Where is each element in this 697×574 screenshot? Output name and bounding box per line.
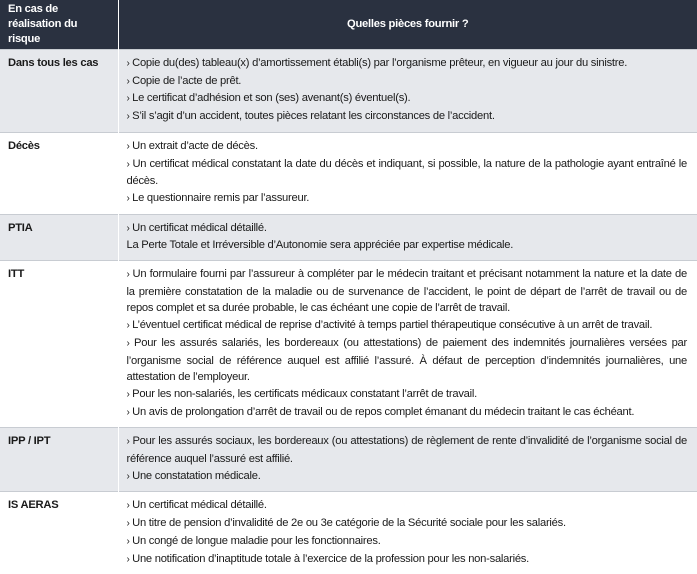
risk-case-label: IPP / IPT bbox=[0, 428, 118, 492]
required-documents-cell bbox=[118, 214, 697, 260]
required-documents-cell bbox=[118, 261, 697, 428]
document-text: Un formulaire fourni par l’assureur à compléter par le médecin traitant et précisant notamment la nature et la date de la première constatation de la maladie ou de survenance de l’accident, le point de départ de l’arrêt de travail ou de repos complet et sa durée probable, le cas échéant une copie de l’arrêt de travail. bbox=[127, 268, 688, 314]
chevron-right-icon: › bbox=[127, 193, 133, 204]
document-text: Un titre de pension d’invalidité de 2e ou 3e catégorie de la Sécurité sociale pour les salariés. bbox=[132, 517, 566, 529]
chevron-right-icon: › bbox=[127, 518, 133, 529]
document-text: Pour les non-salariés, les certificats médicaux constatant l’arrêt de travail. bbox=[132, 388, 477, 400]
document-text: L’éventuel certificat médical de reprise d’activité à temps partiel thérapeutique consécutive à un arrêt de travail. bbox=[132, 319, 652, 331]
required-documents-cell bbox=[118, 50, 697, 133]
document-text: Un certificat médical constatant la date du décès et indiquant, si possible, la nature de la pathologie ayant entraîné le décès. bbox=[127, 158, 688, 188]
table-row bbox=[0, 492, 697, 574]
document-list-item bbox=[127, 468, 688, 486]
table-header-row bbox=[0, 0, 697, 50]
row-note: La Perte Totale et Irréversible d’Autonomie sera appréciée par expertise médicale. bbox=[127, 237, 688, 254]
document-text: Une notification d’inaptitude totale à l’exercice de la profession pour les non-salariés. bbox=[132, 553, 529, 565]
risk-case-label: PTIA bbox=[0, 214, 118, 260]
document-list-item bbox=[127, 266, 688, 317]
chevron-right-icon: › bbox=[127, 471, 133, 482]
document-list-item bbox=[127, 108, 688, 126]
document-list-item bbox=[127, 138, 688, 156]
document-text: Un extrait d’acte de décès. bbox=[132, 140, 258, 152]
table-body bbox=[0, 50, 697, 574]
document-list-item bbox=[127, 156, 688, 190]
document-list-item bbox=[127, 404, 688, 422]
document-list-item bbox=[127, 90, 688, 108]
document-list-item bbox=[127, 497, 688, 515]
chevron-right-icon: › bbox=[127, 141, 133, 152]
document-list-item bbox=[127, 317, 688, 335]
document-text: Pour les assurés sociaux, les bordereaux (ou attestations) de règlement de rente d’invalidité de l’organisme social de référence auquel l’assuré est affilié. bbox=[127, 435, 688, 465]
document-list-item bbox=[127, 190, 688, 208]
chevron-right-icon: › bbox=[127, 93, 133, 104]
document-list-item bbox=[127, 515, 688, 533]
table-row bbox=[0, 50, 697, 133]
chevron-right-icon: › bbox=[127, 223, 133, 234]
header-pieces: Quelles pièces fournir ? bbox=[118, 0, 697, 50]
chevron-right-icon: › bbox=[127, 436, 133, 447]
risk-case-label: ITT bbox=[0, 261, 118, 428]
document-list-item bbox=[127, 386, 688, 404]
document-list-item bbox=[127, 55, 688, 73]
chevron-right-icon: › bbox=[127, 111, 133, 122]
required-documents-cell bbox=[118, 492, 697, 574]
chevron-right-icon: › bbox=[127, 269, 133, 280]
chevron-right-icon: › bbox=[127, 58, 133, 69]
table-row bbox=[0, 132, 697, 214]
chevron-right-icon: › bbox=[127, 536, 133, 547]
document-list-item bbox=[127, 73, 688, 91]
document-text: Un certificat médical détaillé. bbox=[132, 222, 267, 234]
document-list-item bbox=[127, 335, 688, 386]
table-row bbox=[0, 261, 697, 428]
table-row bbox=[0, 214, 697, 260]
chevron-right-icon: › bbox=[127, 407, 133, 418]
required-documents-cell bbox=[118, 132, 697, 214]
document-text: Copie du(des) tableau(x) d’amortissement établi(s) par l’organisme prêteur, en vigueur au jour du sinistre. bbox=[132, 57, 627, 69]
chevron-right-icon: › bbox=[127, 338, 135, 349]
chevron-right-icon: › bbox=[127, 159, 133, 170]
header-cas: En cas de réalisation du risque bbox=[0, 0, 118, 50]
risk-case-label: Dans tous les cas bbox=[0, 50, 118, 133]
document-list-item bbox=[127, 551, 688, 569]
chevron-right-icon: › bbox=[127, 76, 133, 87]
table-row bbox=[0, 428, 697, 492]
document-text: Pour les assurés salariés, les bordereaux (ou attestations) de paiement des indemnités journalières versées par l’organisme social de référence auquel est affilié l’assuré. À défaut de perception d’indemnités journalières, une attestation de l’employeur. bbox=[127, 337, 688, 383]
document-text: Un congé de longue maladie pour les fonctionnaires. bbox=[132, 535, 380, 547]
risk-case-label: Décès bbox=[0, 132, 118, 214]
document-list-item bbox=[127, 533, 688, 551]
chevron-right-icon: › bbox=[127, 500, 133, 511]
document-text: Copie de l’acte de prêt. bbox=[132, 75, 241, 87]
document-text: Un avis de prolongation d’arrêt de travail ou de repos complet émanant du médecin traitant le cas échéant. bbox=[132, 406, 634, 418]
required-documents-cell bbox=[118, 428, 697, 492]
document-text: Le certificat d’adhésion et son (ses) avenant(s) éventuel(s). bbox=[132, 92, 410, 104]
document-text: Un certificat médical détaillé. bbox=[132, 499, 267, 511]
risk-case-label: IS AERAS bbox=[0, 492, 118, 574]
document-list-item bbox=[127, 220, 688, 238]
chevron-right-icon: › bbox=[127, 320, 133, 331]
chevron-right-icon: › bbox=[127, 554, 133, 565]
document-list-item bbox=[127, 433, 688, 467]
document-text: Une constatation médicale. bbox=[132, 470, 260, 482]
document-text: Le questionnaire remis par l’assureur. bbox=[132, 192, 309, 204]
document-text: S’il s’agit d’un accident, toutes pièces relatant les circonstances de l’accident. bbox=[132, 110, 495, 122]
chevron-right-icon: › bbox=[127, 389, 133, 400]
